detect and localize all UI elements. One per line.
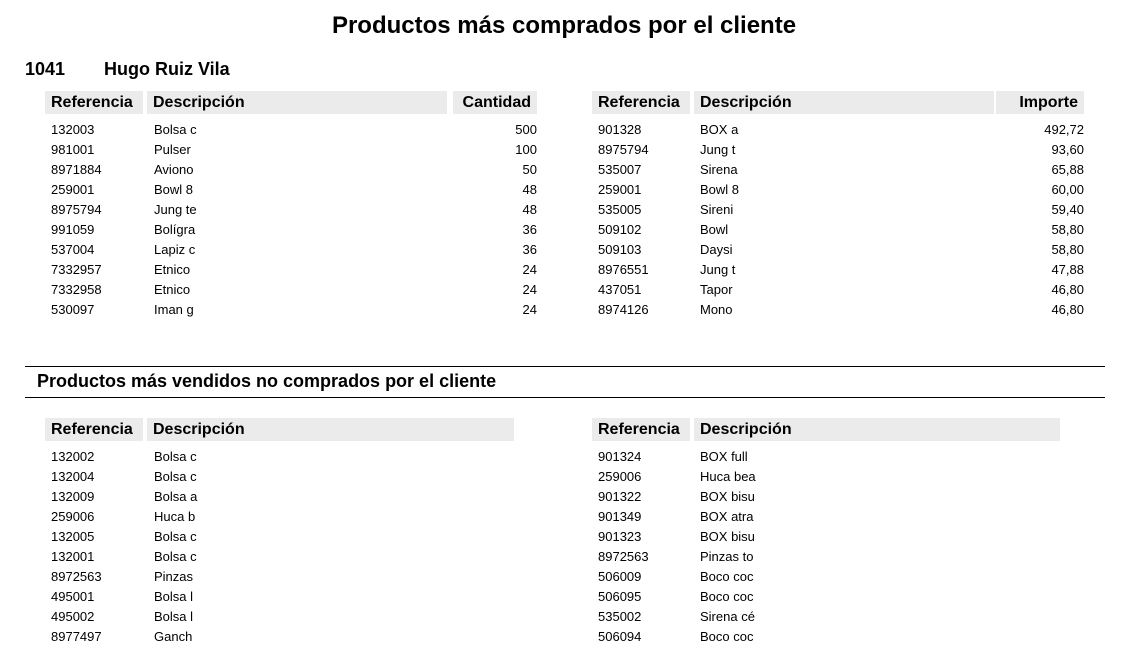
section-divider-bottom [25, 397, 1105, 398]
cell-referencia: 901349 [598, 509, 642, 524]
cell-referencia: 509102 [598, 222, 642, 237]
cell-descripcion: BOX bisu [700, 489, 755, 504]
column-header-referencia: Referencia [592, 91, 690, 114]
cell-descripcion: Bolsa c [154, 549, 197, 564]
cell-descripcion: Bolsa c [154, 449, 197, 464]
cell-referencia: 8975794 [51, 202, 102, 217]
cell-value: 58,80 [1051, 242, 1084, 257]
cell-value: 58,80 [1051, 222, 1084, 237]
cell-descripcion: Boco coc [700, 629, 754, 644]
cell-value: 24 [522, 302, 537, 317]
cell-descripcion: Etnico [154, 282, 191, 297]
section-title: Productos más vendidos no comprados por el cliente [37, 371, 497, 391]
cell-referencia: 259001 [598, 182, 642, 197]
column-header-descripcion: Descripción [147, 418, 514, 441]
cell-referencia: 7332957 [51, 262, 102, 277]
cell-descripcion: Bolsa a [154, 489, 198, 504]
cell-value: 48 [522, 202, 537, 217]
cell-referencia: 901324 [598, 449, 642, 464]
column-header-cantidad: Cantidad [453, 91, 537, 114]
cell-descripcion: Bolsa c [154, 529, 197, 544]
cell-referencia: 530097 [51, 302, 95, 317]
cell-referencia: 8974126 [598, 302, 649, 317]
cell-value: 36 [522, 222, 537, 237]
cell-referencia: 8976551 [598, 262, 649, 277]
cell-referencia: 132005 [51, 529, 95, 544]
cell-value: 47,88 [1051, 262, 1084, 277]
column-header-referencia: Referencia [45, 418, 143, 441]
cell-descripcion: Sirena [700, 162, 738, 177]
cell-referencia: 132002 [51, 449, 95, 464]
cell-referencia: 259006 [598, 469, 642, 484]
cell-descripcion: Lapiz c [154, 242, 196, 257]
cell-descripcion: Sirena cé [700, 609, 755, 624]
cell-descripcion: Bolsa l [154, 589, 194, 604]
cell-referencia: 8971884 [51, 162, 102, 177]
cell-descripcion: Jung t [700, 262, 736, 277]
cell-descripcion: Boco coc [700, 589, 754, 604]
column-header-descripcion: Descripción [694, 418, 1060, 441]
cell-descripcion: Huca b [154, 509, 196, 524]
cell-referencia: 535002 [598, 609, 642, 624]
cell-referencia: 991059 [51, 222, 95, 237]
cell-value: 46,80 [1051, 302, 1084, 317]
cell-referencia: 8977497 [51, 629, 102, 644]
cell-descripcion: Etnico [154, 262, 191, 277]
cell-descripcion: Ganch [154, 629, 193, 644]
cell-referencia: 495002 [51, 609, 95, 624]
cell-referencia: 259001 [51, 182, 95, 197]
cell-referencia: 506009 [598, 569, 642, 584]
cell-descripcion: Pulser [154, 142, 191, 157]
top-quantity-table [45, 91, 540, 321]
cell-descripcion: Daysi [700, 242, 733, 257]
cell-descripcion: BOX atra [700, 509, 754, 524]
cell-referencia: 495001 [51, 589, 95, 604]
cell-referencia: 506095 [598, 589, 642, 604]
section-divider-top [25, 366, 1105, 367]
cell-value: 36 [522, 242, 537, 257]
column-header-importe: Importe [996, 91, 1084, 114]
column-header-referencia: Referencia [592, 418, 690, 441]
cell-referencia: 981001 [51, 142, 95, 157]
cell-referencia: 8972563 [598, 549, 649, 564]
cell-descripcion: BOX full [700, 449, 748, 464]
cell-descripcion: Huca bea [700, 469, 756, 484]
cell-value: 492,72 [1044, 122, 1084, 137]
cell-referencia: 8975794 [598, 142, 649, 157]
report-title: Productos más comprados por el cliente [331, 12, 797, 39]
cell-descripcion: Pinzas [154, 569, 194, 584]
not-purchased-right-table [592, 418, 1062, 648]
cell-value: 93,60 [1051, 142, 1084, 157]
cell-value: 48 [522, 182, 537, 197]
customer-name: Hugo Ruiz Vila [104, 59, 230, 79]
cell-referencia: 132003 [51, 122, 95, 137]
cell-referencia: 437051 [598, 282, 642, 297]
column-header-descripcion: Descripción [147, 91, 447, 114]
cell-descripcion: Bolígra [154, 222, 196, 237]
cell-referencia: 8972563 [51, 569, 102, 584]
cell-descripcion: Tapor [700, 282, 733, 297]
cell-referencia: 259006 [51, 509, 95, 524]
cell-descripcion: Bowl [700, 222, 729, 237]
cell-descripcion: BOX bisu [700, 529, 755, 544]
cell-referencia: 535007 [598, 162, 642, 177]
cell-value: 60,00 [1051, 182, 1084, 197]
cell-referencia: 537004 [51, 242, 95, 257]
cell-value: 59,40 [1051, 202, 1084, 217]
cell-referencia: 132004 [51, 469, 95, 484]
not-purchased-left-table [45, 418, 515, 648]
cell-descripcion: Bowl 8 [154, 182, 194, 197]
cell-referencia: 901323 [598, 529, 642, 544]
cell-value: 65,88 [1051, 162, 1084, 177]
cell-referencia: 509103 [598, 242, 642, 257]
cell-value: 50 [522, 162, 537, 177]
cell-value: 24 [522, 262, 537, 277]
cell-value: 46,80 [1051, 282, 1084, 297]
cell-value: 500 [515, 122, 537, 137]
cell-descripcion: Iman g [154, 302, 194, 317]
cell-value: 100 [515, 142, 537, 157]
customer-id: 1041 [25, 59, 66, 79]
cell-descripcion: Aviono [154, 162, 194, 177]
cell-referencia: 901328 [598, 122, 642, 137]
cell-descripcion: Bolsa l [154, 609, 194, 624]
cell-referencia: 132009 [51, 489, 95, 504]
cell-descripcion: Sireni [700, 202, 734, 217]
cell-descripcion: Jung te [154, 202, 197, 217]
cell-referencia: 535005 [598, 202, 642, 217]
cell-descripcion: Pinzas to [700, 549, 754, 564]
cell-descripcion: Mono [700, 302, 733, 317]
cell-descripcion: Boco coc [700, 569, 754, 584]
column-header-descripcion: Descripción [694, 91, 994, 114]
cell-referencia: 506094 [598, 629, 642, 644]
cell-descripcion: Bolsa c [154, 469, 197, 484]
cell-value: 24 [522, 282, 537, 297]
cell-referencia: 901322 [598, 489, 642, 504]
cell-descripcion: Bolsa c [154, 122, 197, 137]
cell-descripcion: BOX a [700, 122, 739, 137]
cell-descripcion: Bowl 8 [700, 182, 740, 197]
top-amount-table [592, 91, 1087, 321]
cell-referencia: 132001 [51, 549, 95, 564]
cell-referencia: 7332958 [51, 282, 102, 297]
cell-descripcion: Jung t [700, 142, 736, 157]
column-header-referencia: Referencia [45, 91, 143, 114]
